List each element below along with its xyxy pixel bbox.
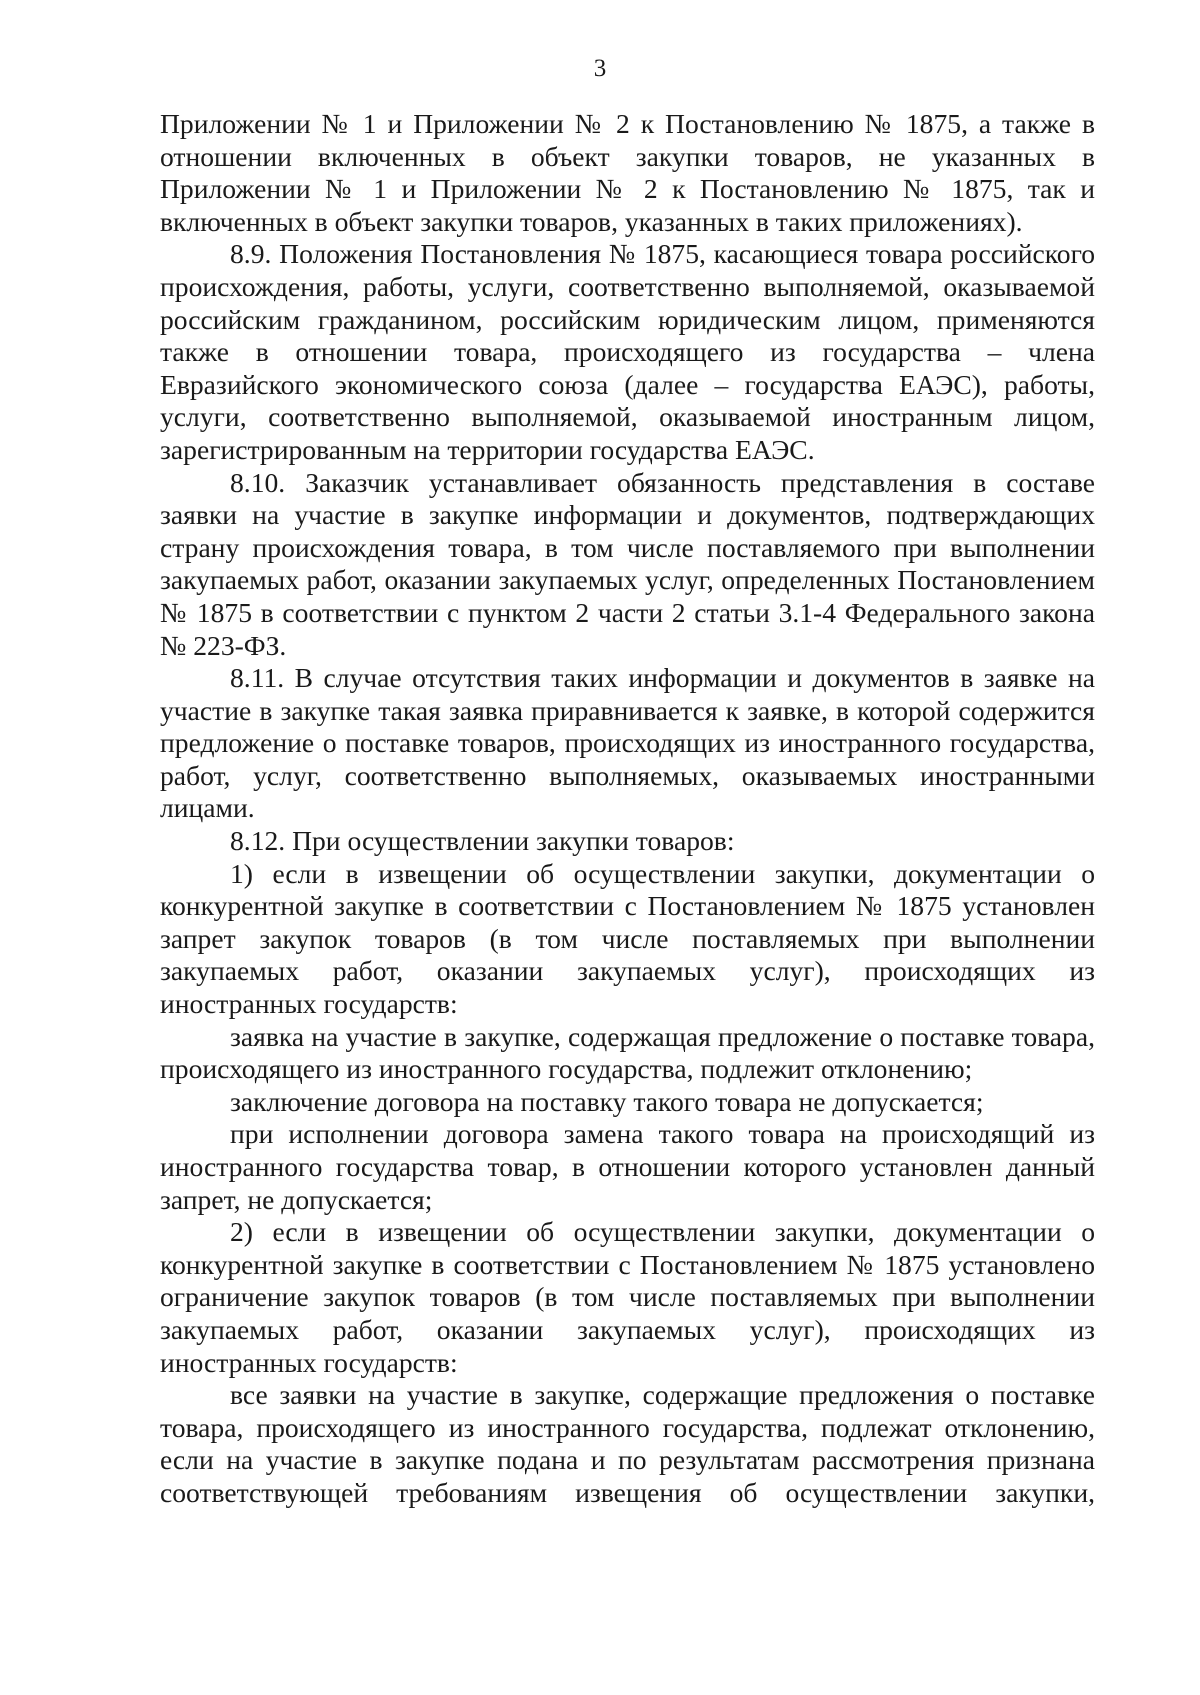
paragraph: 8.11. В случае отсутствия таких информации и документов в заявке на участие в закупке такая заявка приравнивается к заявке, в которой содержится предложение о поставке товаров, происходящих из иностранного государства, работ, услуг, соответственно выполняемых, оказываемых иностранными лицами.	[160, 662, 1095, 824]
paragraph: 8.9. Положения Постановления № 1875, касающиеся товара российского происхождения, работы, услуги, соответственно выполняемой, оказываемой российским гражданином, российским юридическим лицом, применяются также в отношении товара, происходящего из государства – члена Евразийского экономического союза (далее – государства ЕАЭС), работы, услуги, соответственно выполняемой, оказываемой иностранным лицом, зарегистрированным на территории государства ЕАЭС.	[160, 238, 1095, 465]
paragraph: 1) если в извещении об осуществлении закупки, документации о конкурентной закупке в соответствии с Постановлением № 1875 установлен запрет закупок товаров (в том числе поставляемых при выполнении закупаемых работ, оказании закупаемых услуг), происходящих из иностранных государств:	[160, 857, 1095, 1020]
paragraph: при исполнении договора замена такого товара на происходящий из иностранного государства товар, в отношении которого установлен данный запрет, не допускается;	[160, 1118, 1095, 1215]
paragraph: 8.12. При осуществлении закупки товаров:	[230, 825, 735, 857]
paragraph: 8.10. Заказчик устанавливает обязанность представления в составе заявки на участие в закупке информации и документов, подтверждающих страну происхождения товара, в том числе поставляемого при выполнении закупаемых работ, оказании закупаемых услуг, определенных Постановлением № 1875 в соответствии с пунктом 2 части 2 статьи 3.1-4 Федерального закона № 223-ФЗ.	[160, 466, 1095, 661]
page-number: 3	[593, 55, 607, 82]
paragraph: заявка на участие в закупке, содержащая предложение о поставке товара, происходящего из иностранного государства, подлежит отклонению;	[160, 1020, 1095, 1085]
paragraph: 2) если в извещении об осуществлении закупки, документации о конкурентной закупке в соответствии с Постановлением № 1875 установлено ограничение закупок товаров (в том числе поставляемых при выполнении закупаемых работ, оказании закупаемых услуг), происходящих из иностранных государств:	[160, 1216, 1095, 1378]
paragraph: все заявки на участие в закупке, содержащие предложения о поставке товара, происходящего из иностранного государства, подлежат отклонению, если на участие в закупке подана и по результатам рассмотрения признана соответствующей требованиям извещения об осуществлении закупки,	[160, 1379, 1095, 1508]
document-body	[160, 108, 1095, 1510]
paragraph: Приложении № 1 и Приложении № 2 к Постановлению № 1875, а также в отношении включенных в объект закупки товаров, не указанных в Приложении № 1 и Приложении № 2 к Постановлению № 1875, так и включенных в объект закупки товаров, указанных в таких приложениях).	[160, 108, 1095, 237]
paragraph: заключение договора на поставку такого товара не допускается;	[230, 1085, 984, 1117]
